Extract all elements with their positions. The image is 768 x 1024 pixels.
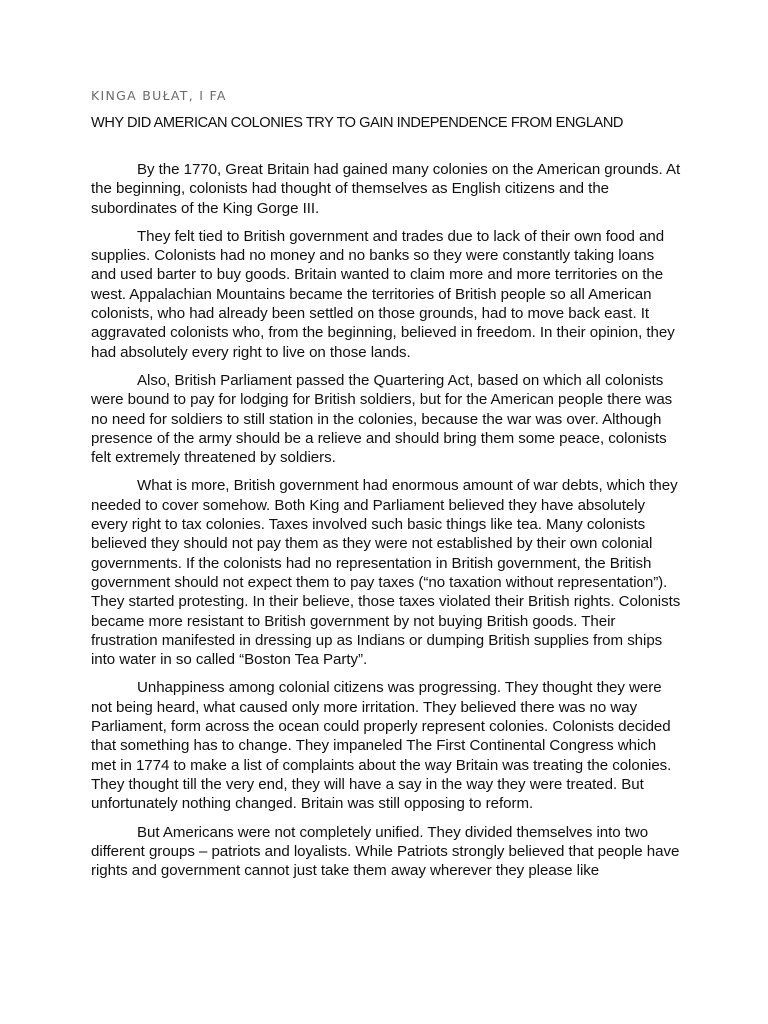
author-line: KINGA BUŁAT, I FA <box>91 88 227 103</box>
paragraph-5: Unhappiness among colonial citizens was progressing. They thought they were not being heard, what caused only more irritation. They believed there was no way Parliament, form across the ocean could properly represent colonies. Colonists decided that something has to change. They impaneled The First Continental Congress which met in 1774 to make a list of complaints about the way Britain was treating the colonies. They thought till the very end, they will have a say in the way they were treated. But unfortunately nothing changed. Britain was still opposing to reform. <box>91 679 672 813</box>
paragraph-1: By the 1770, Great Britain had gained many colonies on the American grounds. At the beginning, colonists had thought of themselves as English citizens and the subordinates of the King Gorge III. <box>91 161 681 217</box>
paragraph-4: What is more, British government had enormous amount of war debts, which they needed to cover somehow. Both King and Parliament believed they have absolutely every right to tax colonies. Taxes involved such basic things like tea. Many colonists believed they should not pay them as they were not established by their own colonial governments. If the colonists had no representation in British government, the British government should not expect them to pay taxes (“no taxation without representation”). They started protesting. In their believe, those taxes violated their British rights. Colonists became more resistant to British government by not buying British goods. Their frustration manifested in dressing up as Indians or dumping British supplies from ships into water in so called “Boston Tea Party”. <box>91 477 681 669</box>
essay-body <box>91 160 681 889</box>
paragraph-6: But Americans were not completely unified. They divided themselves into two different groups – patriots and loyalists. While Patriots strongly believed that people have rights and government cannot just take them away wherever they please like <box>91 823 680 880</box>
document-title: WHY DID AMERICAN COLONIES TRY TO GAIN INDEPENDENCE FROM ENGLAND <box>91 115 623 131</box>
paragraph-2: They felt tied to British government and trades due to lack of their own food and supplies. Colonists had no money and no banks so they were constantly taking loans and used barter to buy goods. Britain wanted to claim more and more territories on the west. Appalachian Mountains became the territories of British people so all American colonists, who had already been settled on those grounds, had to move back east. It aggravated colonists who, from the beginning, believed in freedom. In their opinion, they had absolutely every right to live on those lands. <box>91 227 675 361</box>
paragraph-3: Also, British Parliament passed the Quartering Act, based on which all colonists were bound to pay for lodging for British soldiers, but for the American people there was no need for soldiers to still station in the colonies, because the war was over. Although presence of the army should be a relieve and should bring them some peace, colonists felt extremely threatened by soldiers. <box>91 371 673 467</box>
